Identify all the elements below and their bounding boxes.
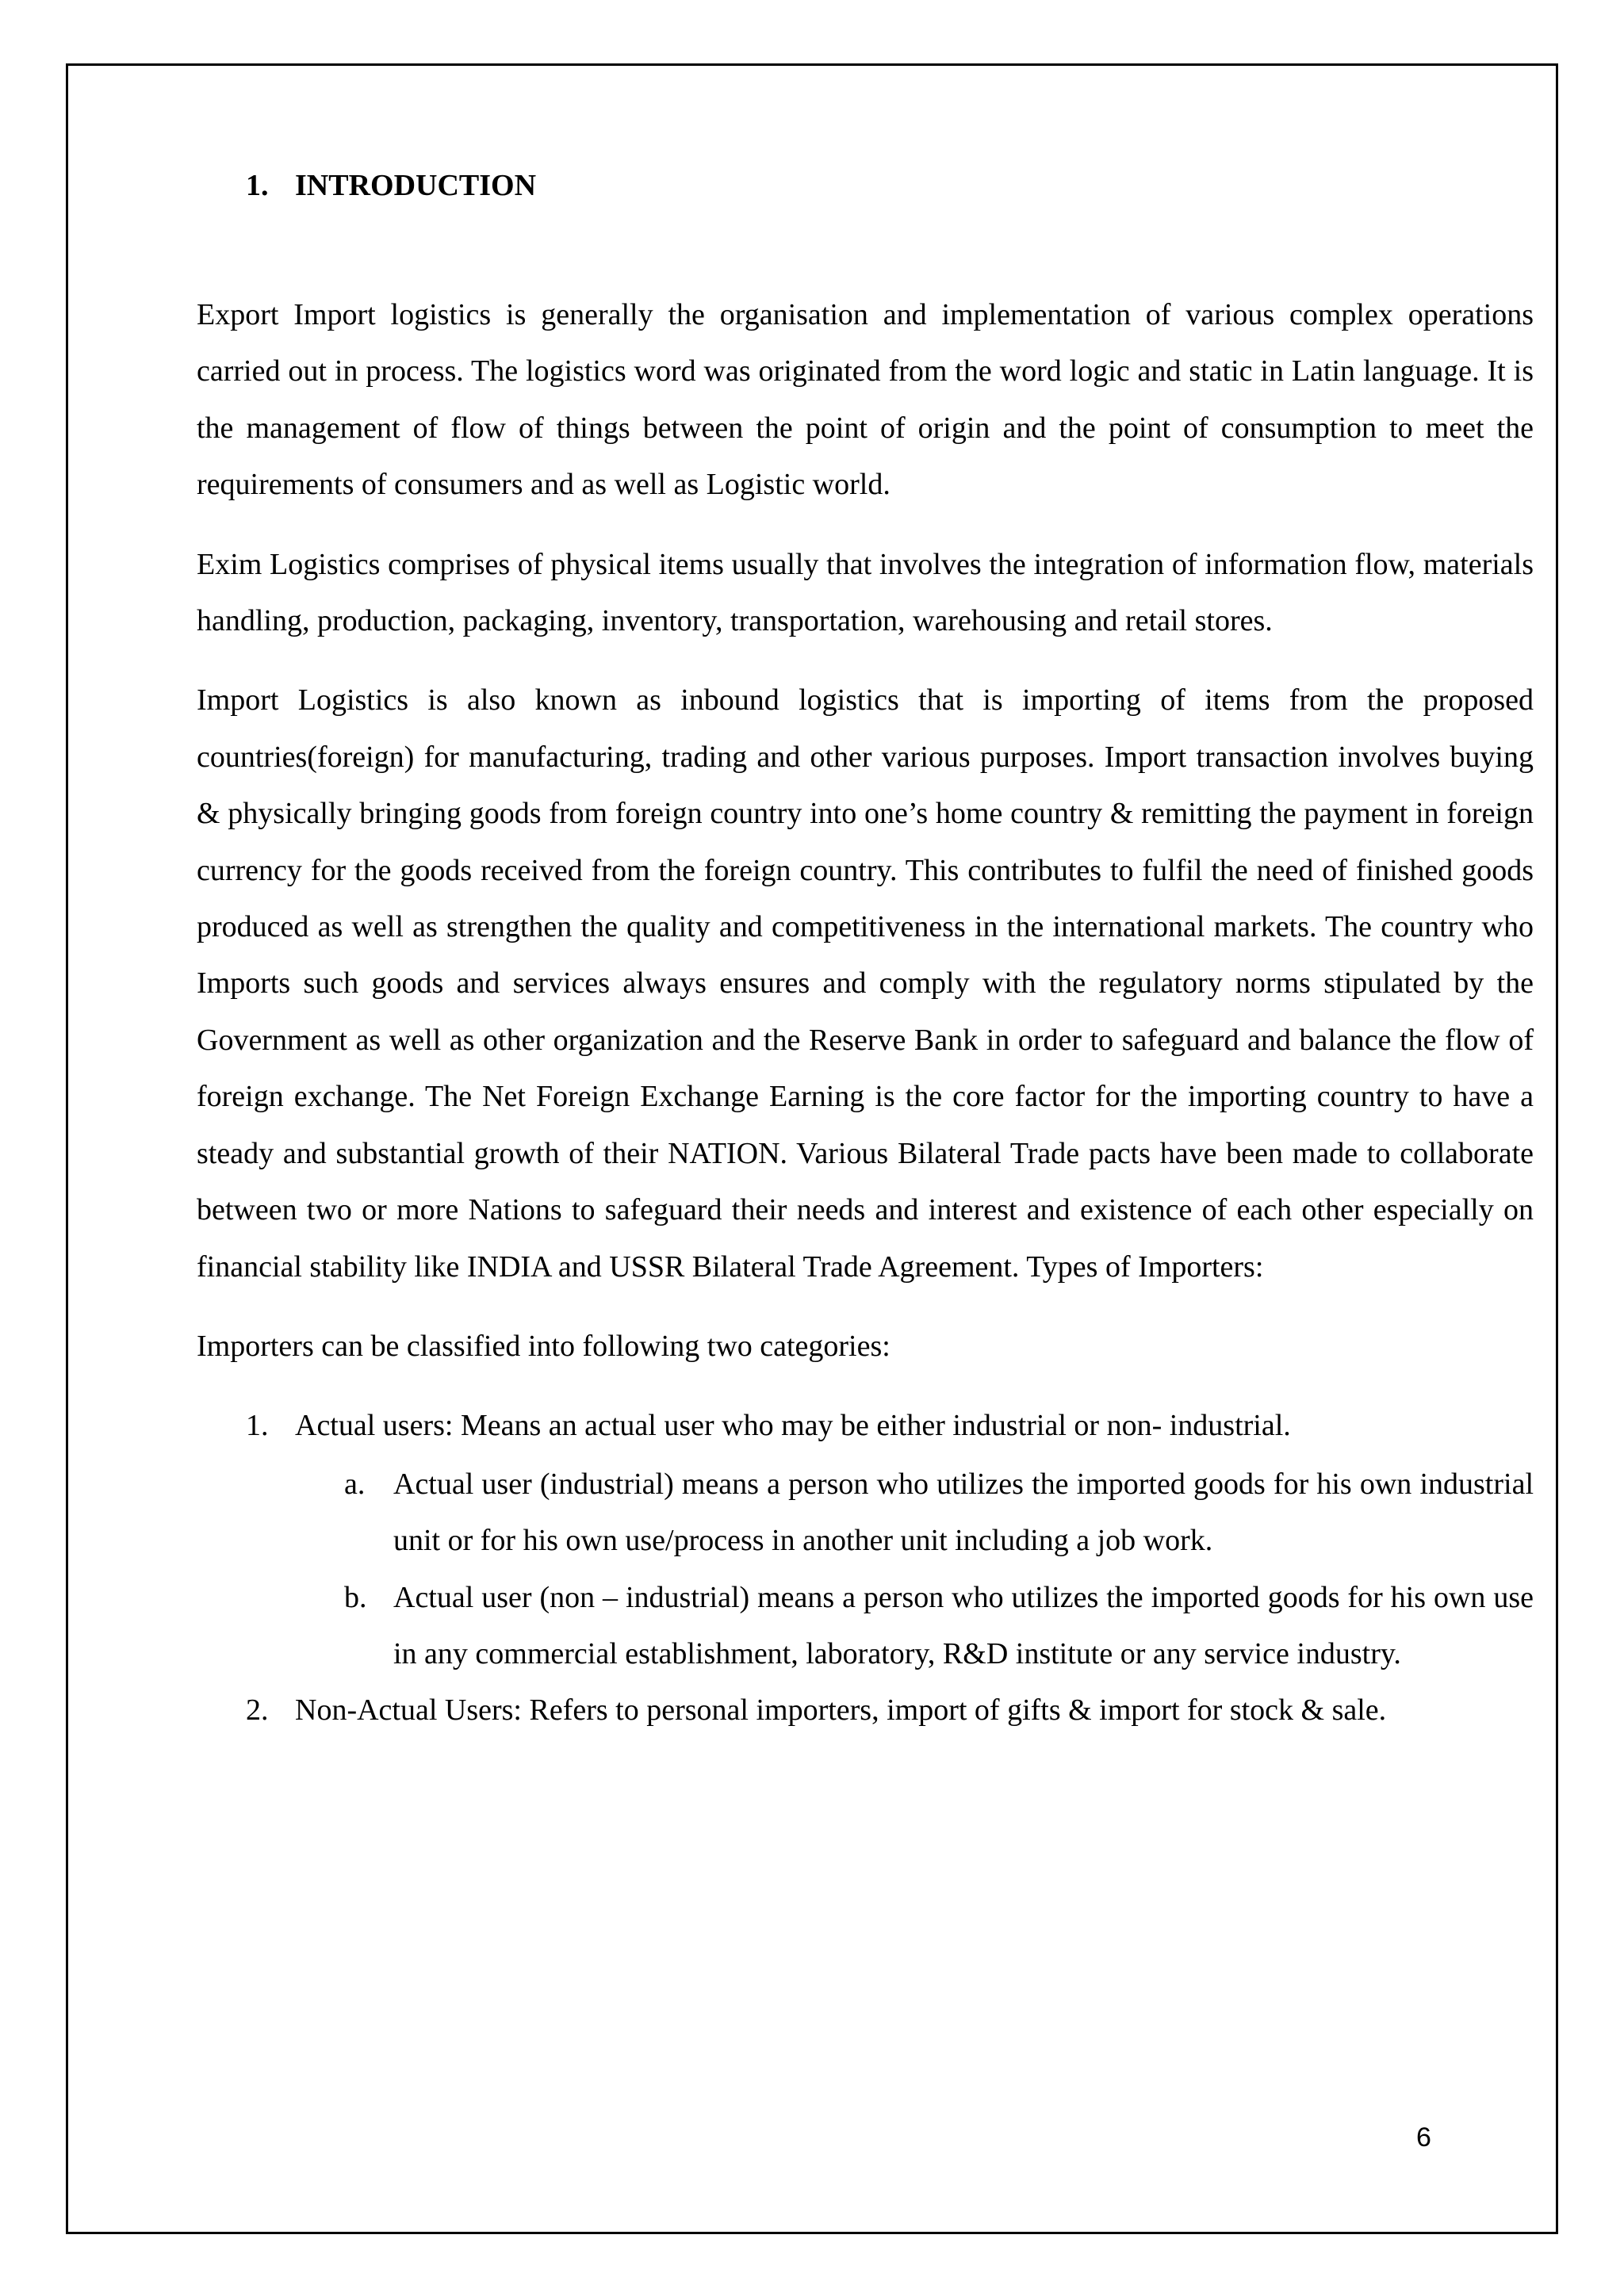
list-item-text: Actual users: Means an actual user who may be either industrial or non- industrial. (295, 1409, 1291, 1443)
sub-list-item-text: Actual user (industrial) means a person who utilizes the imported goods for his own industrial unit or for his own use/process in another unit including a job work. (393, 1467, 1534, 1558)
list-marker: 2. (246, 1693, 269, 1728)
document-body (197, 166, 1534, 1741)
paragraph-export-import-logistics: Export Import logistics is generally the organisation and implementation of various complex operations carried out in process. The logistics word was originated from the word logic and static in Latin language. It is the management of flow of things between the point of origin and the point of consumption to meet the requirements of consumers and as well as Logistic world. (197, 298, 1534, 502)
list-item-text: Non-Actual Users: Refers to personal importers, import of gifts & import for stock & sale. (295, 1693, 1387, 1728)
sub-list-marker: a. (344, 1467, 366, 1501)
sub-list-item (197, 1456, 1534, 1570)
list-item (197, 1682, 1534, 1739)
sub-list-item (197, 1570, 1534, 1683)
sub-list-marker: b. (344, 1580, 367, 1614)
importer-types-list (197, 1398, 1534, 1739)
section-heading (246, 166, 1534, 205)
sub-list (197, 1456, 1534, 1683)
list-marker: 1. (246, 1409, 269, 1443)
page-number: 6 (1416, 2122, 1431, 2152)
paragraph-exim-logistics: Exim Logistics comprises of physical items usually that involves the integration of information flow, materials handling, production, packaging, inventory, transportation, warehousing and retail stores. (197, 547, 1534, 638)
sub-list-item-text: Actual user (non – industrial) means a person who utilizes the imported goods for his own use in any commercial establishment, laboratory, R&D institute or any service industry. (393, 1580, 1534, 1670)
list-item (197, 1398, 1534, 1682)
paragraph-importer-categories: Importers can be classified into following two categories: (197, 1329, 891, 1363)
paragraph-import-logistics: Import Logistics is also known as inbound logistics that is importing of items from the proposed countries(foreign) for manufacturing, trading and other various purposes. Import transaction involves buying & physically bringing goods from foreign country into one’s home country & remitting the payment in foreign currency for the goods received from the foreign country. This contributes to fulfil the need of finished goods produced as well as strengthen the quality and competitiveness in the international markets. The country who Imports such goods and services always ensures and comply with the regulatory norms stipulated by the Government as well as other organization and the Reserve Bank in order to safeguard and balance the flow of foreign exchange. The Net Foreign Exchange Earning is the core factor for the importing country to have a steady and substantial growth of their NATION. Various Bilateral Trade pacts have been made to collaborate between two or more Nations to safeguard their needs and interest and existence of each other especially on financial stability like INDIA and USSR Bilateral Trade Agreement. Types of Importers: (197, 683, 1534, 1284)
section-number: 1. (246, 169, 269, 202)
section-title: INTRODUCTION (295, 169, 537, 202)
